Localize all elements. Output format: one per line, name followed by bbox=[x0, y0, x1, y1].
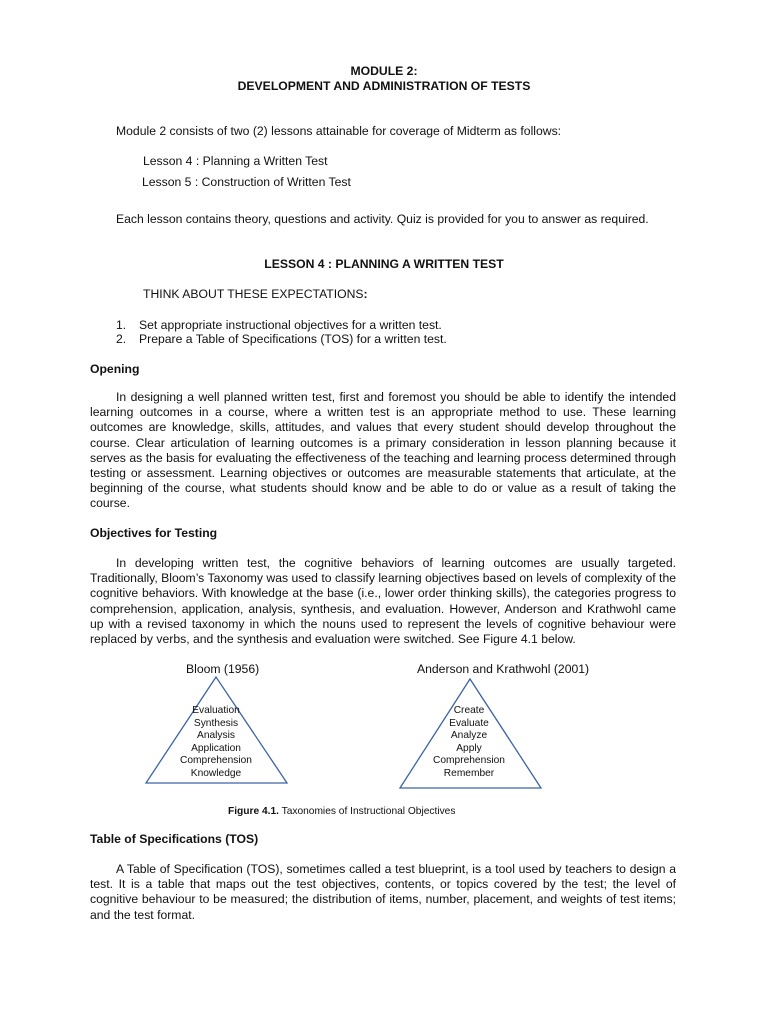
anderson-levels bbox=[421, 705, 517, 781]
bloom-levels bbox=[168, 705, 264, 781]
lesson4-heading: LESSON 4 : PLANNING A WRITTEN TEST bbox=[264, 257, 504, 271]
bloom-title: Bloom (1956) bbox=[186, 662, 260, 676]
tos-heading: Table of Specifications (TOS) bbox=[90, 832, 259, 846]
lesson-item: Lesson 4 : Planning a Written Test bbox=[143, 154, 328, 168]
figure-caption bbox=[228, 806, 455, 817]
bloom-level: Analysis bbox=[197, 730, 235, 742]
expectations-heading-text: THINK ABOUT THESE EXPECTATIONS bbox=[143, 287, 364, 301]
anderson-level: Comprehension bbox=[433, 755, 505, 767]
expectations-colon: : bbox=[363, 287, 368, 301]
expectation-number: 1. bbox=[116, 318, 127, 332]
expectation-text: Prepare a Table of Specifications (TOS) for a written test. bbox=[139, 332, 447, 346]
figure-caption-label: Figure 4.1. bbox=[228, 806, 279, 817]
objectives-heading: Objectives for Testing bbox=[90, 526, 218, 540]
anderson-level: Analyze bbox=[450, 730, 488, 742]
bloom-level: Synthesis bbox=[193, 717, 239, 729]
lesson-item: Lesson 5 : Construction of Written Test bbox=[142, 175, 351, 189]
anderson-level: Apply bbox=[456, 742, 482, 754]
objectives-paragraph: In developing written test, the cognitive behaviors of learning outcomes are usually targeted. Traditionally, Bloom’s Taxonomy was used to classify learning objectives based on levels of complexity of the cognitive behaviors. With knowledge at the base (i.e., lower order thinking skills), the categories progress to comprehension, application, analysis, synthesis, and evaluation. However, Anderson and Krathwohl came up with a revised taxonomy in which the nouns used to represent the levels of cognitive behaviour were replaced by verbs, and the synthesis and evaluation were switched. See Figure 4.1 below. bbox=[90, 556, 676, 647]
anderson-level: Evaluate bbox=[449, 717, 489, 729]
intro-text: Module 2 consists of two (2) lessons attainable for coverage of Midterm as follows: bbox=[116, 124, 562, 138]
bloom-level: Comprehension bbox=[180, 755, 252, 767]
figure-caption-text: Taxonomies of Instructional Objectives bbox=[278, 806, 456, 817]
anderson-level: Remember bbox=[443, 767, 495, 779]
tos-paragraph: A Table of Specification (TOS), sometimes called a test blueprint, is a tool used by teachers to design a test. It is a table that maps out the test objectives, contents, or topics covered by the test; the level of cognitive behaviour to be measured; the distribution of items, number, placement, and weights of test items; and the test format. bbox=[90, 862, 676, 922]
module-label: MODULE 2: bbox=[350, 64, 418, 78]
expectation-text: Set appropriate instructional objectives for a written test. bbox=[139, 318, 442, 332]
bloom-level: Evaluation bbox=[192, 705, 240, 716]
bloom-level: Knowledge bbox=[190, 767, 242, 779]
opening-heading: Opening bbox=[90, 362, 140, 376]
module-title: DEVELOPMENT AND ADMINISTRATION OF TESTS bbox=[237, 79, 531, 93]
bloom-level: Application bbox=[191, 742, 241, 754]
opening-paragraph: In designing a well planned written test, first and foremost you should be able to identify the intended learning outcomes in a course, where a written test is an appropriate method to use. These learning outcomes are knowledge, skills, attitudes, and values that every student should develop throughout the course. Clear articulation of learning outcomes is a primary consideration in lesson planning because it serves as the basis for evaluating the effectiveness of the teaching and learning process determined through testing or assessment. Learning objectives or outcomes are measurable statements that articulate, at the beginning of the course, what students should know and be able to do or value as a result of taking the course. bbox=[90, 390, 676, 511]
expectation-number: 2. bbox=[116, 332, 127, 346]
anderson-title: Anderson and Krathwohl (2001) bbox=[417, 662, 590, 676]
anderson-level: Create bbox=[453, 705, 485, 716]
lesson-note: Each lesson contains theory, questions and activity. Quiz is provided for you to answer as required. bbox=[116, 212, 649, 226]
